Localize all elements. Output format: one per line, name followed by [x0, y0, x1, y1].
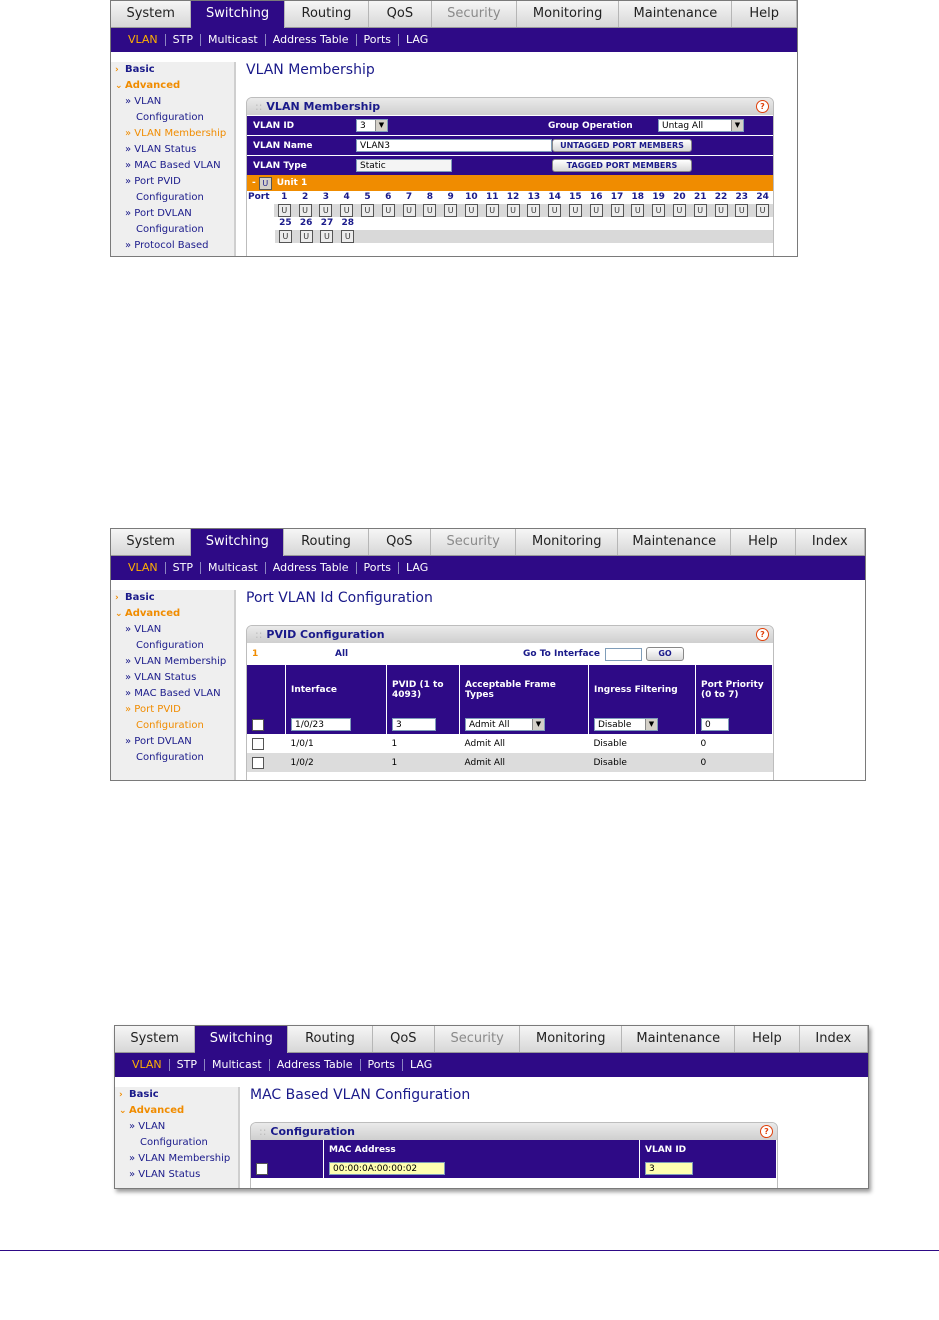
port-flag: U	[715, 204, 728, 217]
panel-header: :: PVID Configuration ?	[247, 626, 773, 643]
port-member-cell[interactable]	[337, 230, 358, 243]
table-header	[251, 1140, 777, 1159]
subnav-ports[interactable]: Ports	[357, 562, 400, 574]
group-operation-label: Group Operation	[548, 120, 633, 131]
port-number: 1	[281, 192, 288, 202]
tab-routing[interactable]: Routing	[284, 529, 368, 555]
port-member-cell[interactable]	[461, 204, 482, 217]
unit-bar	[247, 175, 773, 191]
port-flag: U	[299, 204, 312, 217]
cell-pvid: 1	[391, 757, 398, 768]
port-flag: U	[611, 204, 624, 217]
col-frame-types: Acceptable Frame Types	[460, 665, 589, 715]
select-checkbox[interactable]	[256, 1163, 268, 1175]
port-number: 16	[589, 192, 603, 202]
sidebar-item-vlan-membership[interactable]: » VLAN Membership	[125, 128, 227, 139]
group-operation-select[interactable]: Untag All ▼	[658, 119, 744, 132]
tab-switching[interactable]: Switching	[195, 1026, 288, 1053]
edit-row	[251, 1159, 777, 1178]
go-to-interface-input[interactable]	[605, 648, 642, 661]
vlan-id-input[interactable]: 3	[645, 1162, 693, 1175]
port-member-cell[interactable]	[357, 204, 378, 217]
vlan-id-label: VLAN ID	[253, 120, 295, 131]
sidebar-item-vlan[interactable]: » VLAN	[129, 1121, 166, 1132]
tab-routing[interactable]: Routing	[285, 1, 369, 27]
port-member-cell[interactable]	[399, 204, 420, 217]
vlan-type-label: VLAN Type	[253, 160, 307, 171]
port-number-row	[247, 191, 773, 204]
page-title: VLAN Membership	[246, 62, 375, 78]
port-flag: U	[694, 204, 707, 217]
port-member-cell[interactable]	[752, 204, 773, 217]
port-number: 14	[548, 192, 561, 202]
tab-help[interactable]: Help	[732, 1, 797, 27]
subnav-multicast[interactable]: Multicast	[205, 1059, 270, 1071]
sidebar-item-vlan[interactable]: » VLAN	[125, 624, 162, 635]
help-icon[interactable]: ?	[756, 100, 769, 113]
port-member-cell[interactable]	[648, 204, 669, 217]
port-member-cell[interactable]	[440, 204, 461, 217]
port-flag: U	[735, 204, 748, 217]
port-number: 11	[485, 192, 499, 202]
sidebar-basic[interactable]: › Basic	[115, 592, 155, 603]
port-number: 25	[279, 218, 292, 228]
screenshot-port-vlan-id	[110, 528, 866, 781]
sidebar-item-vlan-membership[interactable]: » VLAN Membership	[125, 656, 227, 667]
sidebar-item-vlan-membership[interactable]: » VLAN Membership	[129, 1153, 231, 1164]
vlan-id-row	[247, 115, 773, 135]
port-number: 20	[673, 192, 686, 202]
port-member-cell[interactable]	[523, 204, 544, 217]
port-flag: U	[673, 204, 686, 217]
subnav-address-table[interactable]: Address Table	[266, 34, 357, 46]
port-flag: U	[507, 204, 520, 217]
port-flag: U	[486, 204, 499, 217]
port-member-cell[interactable]	[544, 204, 565, 217]
sub-nav	[111, 556, 865, 580]
edit-pvid-input[interactable]: 3	[392, 718, 436, 731]
port-member-cell[interactable]	[336, 204, 357, 217]
tab-help[interactable]: Help	[735, 1026, 799, 1052]
port-flag: U	[403, 204, 416, 217]
port-number: 10	[465, 192, 478, 202]
port-flag: U	[465, 204, 478, 217]
screenshot-vlan-membership	[110, 0, 798, 257]
page-title: Port VLAN Id Configuration	[246, 590, 433, 606]
subnav-lag[interactable]: LAG	[406, 561, 429, 574]
row-checkbox[interactable]	[252, 738, 264, 750]
chevron-down-icon: ▼	[645, 719, 657, 730]
port-number: 26	[299, 218, 313, 228]
cell-interface: 1/0/1	[290, 738, 314, 749]
sidebar-item-vlan-configuration[interactable]: Configuration	[136, 112, 204, 123]
cell-frame: Admit All	[464, 757, 506, 768]
cell-priority: 0	[700, 757, 707, 768]
cell-priority: 0	[700, 738, 707, 749]
port-flag: U	[652, 204, 665, 217]
table-row[interactable]	[247, 734, 773, 753]
sidebar-item-vlan-status[interactable]: » VLAN Status	[125, 672, 197, 683]
port-number: 18	[631, 192, 645, 202]
panel-header: :: VLAN Membership ?	[247, 98, 773, 115]
tab-monitoring[interactable]: Monitoring	[517, 1, 619, 27]
port-number: 5	[364, 192, 371, 202]
port-member-cell[interactable]	[296, 230, 317, 243]
col-interface: Interface	[286, 665, 387, 715]
port-member-cell[interactable]	[731, 204, 752, 217]
tab-security[interactable]: Security	[431, 529, 516, 555]
port-member-cell[interactable]	[378, 204, 399, 217]
subnav-lag[interactable]: LAG	[410, 1058, 433, 1071]
edit-row	[247, 715, 773, 734]
port-member-cell[interactable]	[315, 204, 336, 217]
sidebar-item-pvid-configuration[interactable]: Configuration	[136, 720, 204, 731]
tab-qos[interactable]: QoS	[373, 1026, 435, 1052]
port-member-cell[interactable]	[669, 204, 690, 217]
filter-row	[247, 643, 773, 665]
port-label: Port	[248, 192, 270, 202]
tab-routing[interactable]: Routing	[288, 1026, 372, 1052]
port-member-cell[interactable]	[317, 230, 338, 243]
cell-ingress: Disable	[593, 738, 627, 749]
sidebar-item-port-dvlan[interactable]: » Port DVLAN	[125, 208, 192, 219]
port-member-cell[interactable]	[419, 204, 440, 217]
tab-system[interactable]: System	[111, 1, 191, 27]
sidebar-item-vlan[interactable]: » VLAN	[125, 96, 162, 107]
top-tabs	[111, 1, 797, 28]
port-member-cell[interactable]	[482, 204, 503, 217]
port-number: 13	[527, 192, 541, 202]
sidebar-item-port-pvid[interactable]: » Port PVID	[125, 704, 181, 715]
port-flag: U	[590, 204, 603, 217]
subnav-multicast[interactable]: Multicast	[201, 34, 266, 46]
tab-monitoring[interactable]: Monitoring	[520, 1026, 622, 1052]
sidebar-advanced-label: Advanced	[125, 80, 181, 91]
port-member-cell[interactable]	[711, 204, 732, 217]
tab-maintenance[interactable]: Maintenance	[618, 529, 731, 555]
sidebar-advanced[interactable]: ⌄ Advanced	[115, 608, 181, 619]
vlan-name-input[interactable]: VLAN3	[356, 139, 552, 152]
port-flag: U	[631, 204, 644, 217]
sidebar-advanced[interactable]: ⌄ Advanced	[119, 1105, 185, 1116]
vlan-name-row	[247, 135, 773, 155]
sidebar-item-protocol-based[interactable]: » Protocol Based	[125, 240, 209, 251]
tab-security[interactable]: Security	[435, 1026, 520, 1052]
port-number: 3	[322, 192, 329, 202]
go-to-interface-label: Go To Interface	[523, 649, 600, 659]
port-member-cell[interactable]	[607, 204, 628, 217]
edit-priority-input[interactable]: 0	[701, 718, 729, 731]
sub-nav	[115, 1053, 868, 1077]
untagged-port-members-button[interactable]: UNTAGGED PORT MEMBERS	[552, 139, 692, 152]
port-number-row-2	[247, 217, 773, 230]
mac-address-input[interactable]: 00:00:0A:00:00:02	[329, 1162, 445, 1175]
vlan-membership-panel	[246, 97, 774, 257]
sidebar-basic[interactable]: › Basic	[119, 1089, 159, 1100]
sidebar-item-vlan-configuration[interactable]: Configuration	[136, 640, 204, 651]
col-pvid: PVID (1 to 4093)	[387, 665, 460, 715]
sidebar-item-port-dvlan[interactable]: » Port DVLAN	[125, 736, 192, 747]
unit-label: Unit 1	[276, 178, 308, 188]
tab-system[interactable]: System	[115, 1026, 195, 1052]
port-number: 6	[385, 192, 392, 202]
cell-ingress: Disable	[593, 757, 627, 768]
mac-config-panel	[250, 1122, 778, 1189]
port-number: 19	[652, 192, 665, 202]
port-number: 27	[320, 218, 334, 228]
port-number: 17	[610, 192, 624, 202]
table-row[interactable]	[247, 753, 773, 772]
port-flag: U	[548, 204, 561, 217]
top-tabs	[115, 1026, 868, 1053]
port-number: 21	[693, 192, 707, 202]
select-checkbox[interactable]	[252, 719, 264, 731]
sub-nav	[111, 28, 797, 52]
sidebar-item-dvlan-configuration[interactable]: Configuration	[136, 224, 204, 235]
page-divider	[0, 1250, 939, 1251]
cell-interface: 1/0/2	[290, 757, 314, 768]
port-number: 12	[506, 192, 520, 202]
all-link[interactable]: All	[335, 649, 349, 659]
port-flag: U	[569, 204, 582, 217]
port-number: 24	[756, 192, 769, 202]
subnav-address-table[interactable]: Address Table	[266, 562, 357, 574]
port-number: 9	[447, 192, 454, 202]
col-port-priority: Port Priority (0 to 7)	[696, 665, 773, 715]
tab-maintenance[interactable]: Maintenance	[619, 1, 732, 27]
port-flag: U	[756, 204, 769, 217]
port-member-cell[interactable]	[586, 204, 607, 217]
sidebar-advanced[interactable]: ⌄ Advanced	[115, 80, 181, 91]
port-member-cell[interactable]	[275, 230, 296, 243]
col-mac-address: MAC Address	[324, 1140, 640, 1159]
tab-switching[interactable]: Switching	[191, 1, 284, 28]
subnav-stp[interactable]: STP	[166, 34, 201, 46]
sidebar-item-mac-based-vlan[interactable]: » MAC Based VLAN	[125, 688, 221, 699]
subnav-stp[interactable]: STP	[170, 1059, 205, 1071]
port-number: 28	[341, 218, 355, 228]
subnav-vlan[interactable]: VLAN	[125, 1059, 170, 1071]
help-icon[interactable]: ?	[756, 628, 769, 641]
col-ingress-filtering: Ingress Filtering	[589, 665, 696, 715]
port-member-cell[interactable]	[690, 204, 711, 217]
sidebar-item-port-pvid[interactable]: » Port PVID	[125, 176, 181, 187]
cell-frame: Admit All	[464, 738, 506, 749]
port-number: 2	[301, 192, 309, 202]
vlan-name-label: VLAN Name	[253, 140, 313, 151]
row-checkbox[interactable]	[252, 757, 264, 769]
port-member-cell[interactable]	[503, 204, 524, 217]
panel-header: :: Configuration ?	[251, 1123, 777, 1140]
port-number: 15	[569, 192, 582, 202]
tab-index[interactable]: Index	[800, 1026, 868, 1052]
port-member-row	[247, 204, 773, 217]
go-button[interactable]: GO	[646, 647, 684, 661]
sidebar	[111, 62, 236, 256]
tab-index[interactable]: Index	[796, 529, 865, 555]
pvid-configuration-panel	[246, 625, 774, 781]
subnav-multicast[interactable]: Multicast	[201, 562, 266, 574]
port-flag: U	[340, 204, 353, 217]
sidebar-item-pvid-configuration[interactable]: Configuration	[136, 192, 204, 203]
port-flag: U	[361, 204, 374, 217]
tab-monitoring[interactable]: Monitoring	[516, 529, 618, 555]
chevron-down-icon: ▼	[532, 719, 544, 730]
port-flag: U	[279, 230, 292, 243]
tagged-port-members-button[interactable]: TAGGED PORT MEMBERS	[552, 159, 692, 172]
port-member-cell[interactable]	[274, 204, 295, 217]
subnav-address-table[interactable]: Address Table	[270, 1059, 361, 1071]
port-flag: U	[423, 204, 436, 217]
unit-toggle-box[interactable]: U	[259, 177, 272, 190]
edit-interface-input[interactable]: 1/0/23	[291, 718, 351, 731]
port-flag: U	[444, 204, 457, 217]
vlan-id-select[interactable]: 3 ▼	[356, 119, 388, 132]
port-flag: U	[382, 204, 395, 217]
sidebar	[111, 590, 236, 780]
unit-number[interactable]: 1	[252, 649, 259, 659]
tab-qos[interactable]: QoS	[369, 529, 431, 555]
port-flag: U	[278, 204, 291, 217]
port-flag: U	[300, 230, 313, 243]
top-tabs	[111, 529, 865, 556]
port-flag: U	[320, 230, 333, 243]
tab-qos[interactable]: QoS	[369, 1, 432, 27]
port-number: 8	[426, 192, 433, 202]
sidebar-item-mac-based-vlan[interactable]: » MAC Based VLAN	[125, 160, 221, 171]
chevron-down-icon: ▼	[375, 120, 387, 131]
sidebar-basic[interactable]: › Basic	[115, 64, 155, 75]
mac-table	[251, 1140, 777, 1178]
help-icon[interactable]: ?	[760, 1125, 773, 1138]
tab-maintenance[interactable]: Maintenance	[622, 1026, 735, 1052]
subnav-lag[interactable]: LAG	[406, 33, 429, 46]
subnav-stp[interactable]: STP	[166, 562, 201, 574]
port-member-cell[interactable]	[295, 204, 316, 217]
sidebar-item-vlan-status[interactable]: » VLAN Status	[125, 144, 197, 155]
sidebar-basic-label: Basic	[125, 64, 155, 75]
page-title: MAC Based VLAN Configuration	[250, 1087, 471, 1103]
vlan-type-value: Static	[356, 159, 452, 172]
sidebar	[115, 1087, 240, 1188]
sidebar-item-vlan-configuration[interactable]: Configuration	[140, 1137, 208, 1148]
collapse-icon[interactable]: -	[252, 178, 256, 188]
sidebar-item-vlan-status[interactable]: » VLAN Status	[129, 1169, 201, 1180]
pvid-table	[247, 665, 773, 772]
frame-types-select[interactable]: Admit All ▼	[465, 718, 545, 731]
port-flag: U	[527, 204, 540, 217]
port-flag: U	[319, 204, 332, 217]
tab-help[interactable]: Help	[731, 529, 795, 555]
sidebar-item-dvlan-configuration[interactable]: Configuration	[136, 752, 204, 763]
chevron-down-icon: ▼	[731, 120, 743, 131]
subnav-vlan[interactable]: VLAN	[121, 562, 166, 574]
vlan-type-row	[247, 155, 773, 175]
col-vlan-id: VLAN ID	[640, 1140, 777, 1159]
subnav-ports[interactable]: Ports	[357, 34, 400, 46]
port-member-row-2	[247, 230, 773, 243]
port-number: 23	[735, 192, 749, 202]
cell-pvid: 1	[391, 738, 398, 749]
screenshot-mac-based-vlan	[114, 1025, 869, 1189]
ingress-filtering-select[interactable]: Disable ▼	[594, 718, 658, 731]
port-number: 4	[343, 192, 350, 202]
tab-switching[interactable]: Switching	[191, 529, 284, 556]
port-number: 7	[405, 192, 413, 202]
port-flag: U	[341, 230, 354, 243]
table-header	[247, 665, 773, 715]
subnav-vlan[interactable]: VLAN	[121, 34, 166, 46]
subnav-ports[interactable]: Ports	[361, 1059, 404, 1071]
port-member-cell[interactable]	[565, 204, 586, 217]
port-member-cell[interactable]	[627, 204, 648, 217]
port-number: 22	[714, 192, 728, 202]
tab-system[interactable]: System	[111, 529, 191, 555]
tab-security[interactable]: Security	[432, 1, 517, 27]
